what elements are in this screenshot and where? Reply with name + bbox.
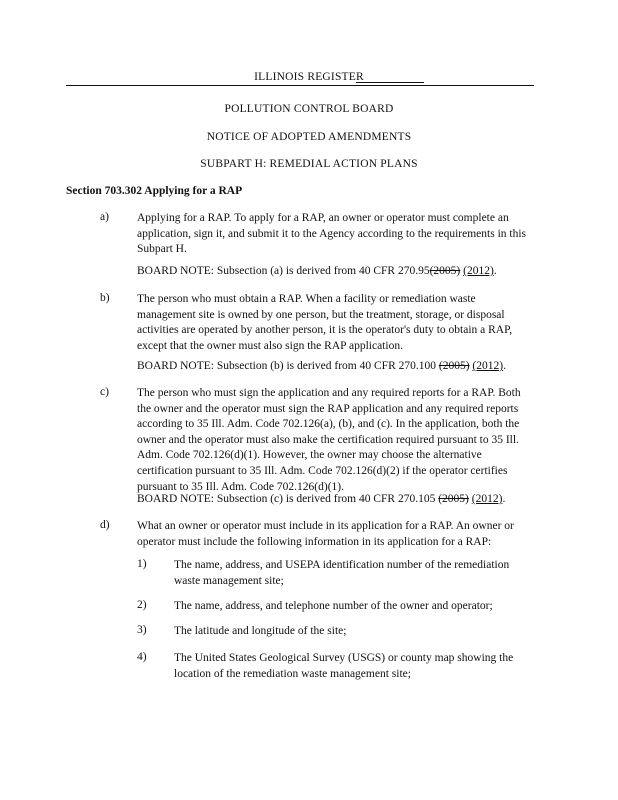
item-d-text: What an owner or operator must include in its application for a RAP. An owner or operator must include the following information in its application for a RAP: [137,520,514,548]
subpart-title: SUBPART H: REMEDIAL ACTION PLANS [200,158,418,170]
item-b-text: The person who must obtain a RAP. When a facility or remediation waste management site is owned by one person, but the treatment, storage, or disposal activities are operated by another person, it is the operator's duty to obtain a RAP, except that the owner must also sign the RAP application. [137,293,513,352]
register-title: ILLINOIS REGISTER [254,71,364,83]
note-inserted-text: (2012) [472,360,504,372]
register-underline [356,82,424,83]
note-suffix: . [493,265,497,277]
note-inserted-text: (2012) [471,493,503,505]
subitem-3-label: 3) [137,624,147,636]
note-deleted-text: (2005) [438,493,469,505]
subitem-3-text: The latitude and longitude of the site; [174,625,347,637]
header-rule [66,85,534,86]
notice-title: NOTICE OF ADOPTED AMENDMENTS [206,131,412,143]
item-a-text: Applying for a RAP. To apply for a RAP, an owner or operator must complete an application, sign it, and submit it to the Agency according to the requirements in this Subpart H. [137,212,527,256]
item-a-board-note [137,265,537,277]
subitem-1-label: 1) [137,558,147,570]
note-text: BOARD NOTE: Subsection (c) is derived from 40 CFR 270.105 [137,493,439,505]
item-c-text: The person who must sign the application and any required reports for a RAP. Both the owner and the operator must sign the RAP application and any required reports according to 35 Ill. Adm. Code 702.126(a), (b), and (c). In the application, both the owner and the operator must also make the certification required pursuant to 35 Ill. Adm. Code 702.126(d)(1). However, the owner may choose the alternative certification pursuant to 35 Ill. Adm. Code 702.126(d)(2) if the operator certifies pursuant to 35 Ill. Adm. Code 702.126(d)(1). [137,387,521,493]
item-b-label: b) [100,292,110,304]
note-deleted-text: (2005) [438,360,470,372]
note-text: BOARD NOTE: Subsection (a) is derived from 40 CFR 270.95 [137,265,430,277]
item-c-board-note [137,493,537,505]
subitem-4-label: 4) [137,651,147,663]
note-text: BOARD NOTE: Subsection (b) is derived from 40 CFR 270.100 [137,360,439,372]
note-inserted-text: (2012) [463,265,494,277]
note-suffix: . [503,360,506,372]
item-d-label: d) [100,519,110,531]
subitem-1-text: The name, address, and USEPA identification number of the remediation waste management site; [174,559,510,587]
note-deleted-text: (2005) [429,265,461,277]
section-heading: Section 703.302 Applying for a RAP [66,185,243,197]
item-a-label: a) [100,211,109,223]
subitem-2-label: 2) [137,599,147,611]
item-c-label: c) [100,386,109,398]
item-b-board-note [137,360,537,372]
subitem-4-text: The United States Geological Survey (USGS) or county map showing the location of the remediation waste management site; [174,652,514,680]
agency-name: POLLUTION CONTROL BOARD [224,103,394,115]
subitem-2-text: The name, address, and telephone number of the owner and operator; [174,600,493,612]
note-suffix: . [502,493,506,505]
